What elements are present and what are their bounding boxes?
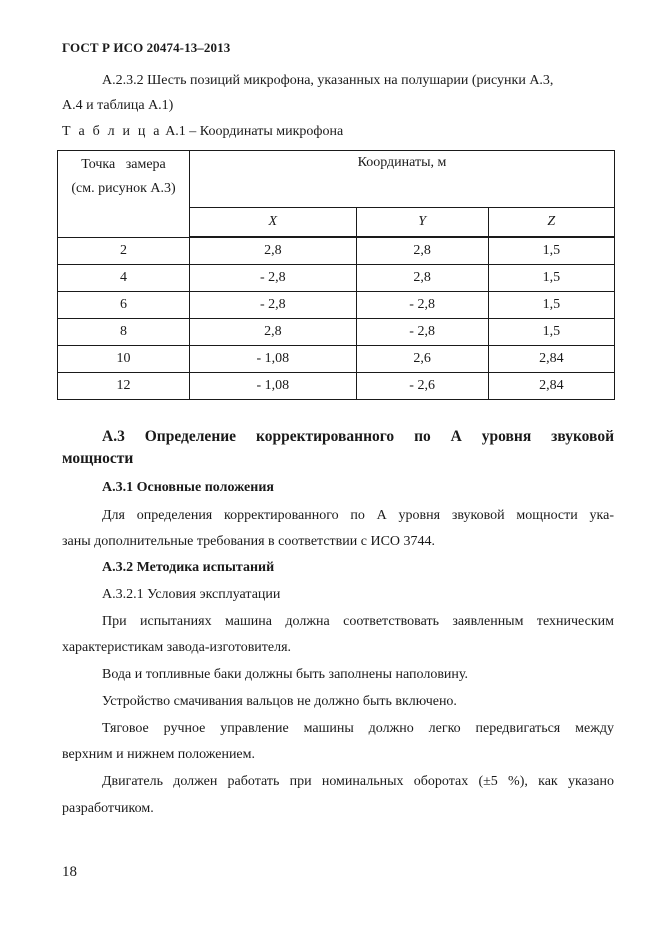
table-header-row <box>58 151 615 208</box>
coords-header-cell: Координаты, м <box>190 151 615 208</box>
y-cell: 2,6 <box>356 346 488 373</box>
point-cell: 12 <box>58 373 190 400</box>
axis-x-header: X <box>190 208 357 238</box>
table-row <box>58 265 615 292</box>
point-cell: 2 <box>58 237 190 265</box>
a31-text-line-1: Для определения корректированного по А уровня звуковой мощности ука- <box>102 508 614 523</box>
x-cell: - 1,08 <box>190 373 357 400</box>
axis-y-header: Y <box>356 208 488 238</box>
a32-p2: Вода и топливные баки должны быть заполнены наполовину. <box>102 667 469 682</box>
point-header-cell <box>58 151 190 238</box>
z-cell: 2,84 <box>488 346 614 373</box>
a31-text-line-2: заны дополнительные требования в соответствии с ИСО 3744. <box>62 534 436 549</box>
point-header-line-2: (см. рисунок А.3) <box>71 181 176 196</box>
z-cell: 1,5 <box>488 237 614 265</box>
a32-p1-line-1: При испытаниях машина должна соответствовать заявленным техническим <box>102 614 614 629</box>
z-cell: 1,5 <box>488 265 614 292</box>
a32-heading: А.3.2 Методика испытаний <box>102 560 275 575</box>
x-cell: 2,8 <box>190 319 357 346</box>
table-row <box>58 373 615 400</box>
y-cell: - 2,8 <box>356 319 488 346</box>
y-cell: - 2,8 <box>356 292 488 319</box>
intro-line-2: А.4 и таблица А.1) <box>62 98 174 113</box>
a32-p1-line-2: характеристикам завода-изготовителя. <box>62 640 292 655</box>
y-cell: 2,8 <box>356 265 488 292</box>
document-header: ГОСТ Р ИСО 20474-13–2013 <box>62 40 231 55</box>
y-cell: - 2,6 <box>356 373 488 400</box>
section-a3-title <box>62 426 614 470</box>
table-row <box>58 319 615 346</box>
a32-p5-line-1: Двигатель должен работать при номинальных оборотах (±5 %), как указано <box>102 774 614 789</box>
point-cell: 4 <box>58 265 190 292</box>
table-caption <box>62 124 343 140</box>
intro-line-1: А.2.3.2 Шесть позиций микрофона, указанных на полушарии (рисунки А.3, <box>102 73 554 88</box>
page-number: 18 <box>62 864 77 880</box>
section-a3-title-line-2: мощности <box>62 450 134 467</box>
z-cell: 2,84 <box>488 373 614 400</box>
a31-heading: А.3.1 Основные положения <box>102 480 274 495</box>
axis-z-header: Z <box>488 208 614 238</box>
table-row <box>58 292 615 319</box>
x-cell: - 2,8 <box>190 292 357 319</box>
a32-p4-line-2: верхним и нижнем положением. <box>62 747 256 762</box>
y-cell: 2,8 <box>356 237 488 265</box>
x-cell: - 2,8 <box>190 265 357 292</box>
point-cell: 10 <box>58 346 190 373</box>
a32-p4-line-1: Тяговое ручное управление машины должно легко передвигаться между <box>102 721 614 736</box>
point-cell: 8 <box>58 319 190 346</box>
table-caption-rest: А.1 – Координаты микрофона <box>161 124 344 139</box>
table-row <box>58 237 615 265</box>
a321-subheading: А.3.2.1 Условия эксплуатации <box>102 587 281 602</box>
coordinates-table <box>57 150 615 400</box>
x-cell: 2,8 <box>190 237 357 265</box>
a32-p3: Устройство смачивания вальцов не должно быть включено. <box>102 694 457 709</box>
table-row <box>58 346 615 373</box>
section-a3-title-line-1: А.3 Определение корректированного по А уровня звуковой <box>102 428 614 445</box>
point-cell: 6 <box>58 292 190 319</box>
point-header-line-1: Точка замера <box>81 157 166 172</box>
x-cell: - 1,08 <box>190 346 357 373</box>
table-caption-prefix: Т а б л и ц а <box>62 124 162 139</box>
z-cell: 1,5 <box>488 319 614 346</box>
a32-p5-line-2: разработчиком. <box>62 801 154 816</box>
z-cell: 1,5 <box>488 292 614 319</box>
